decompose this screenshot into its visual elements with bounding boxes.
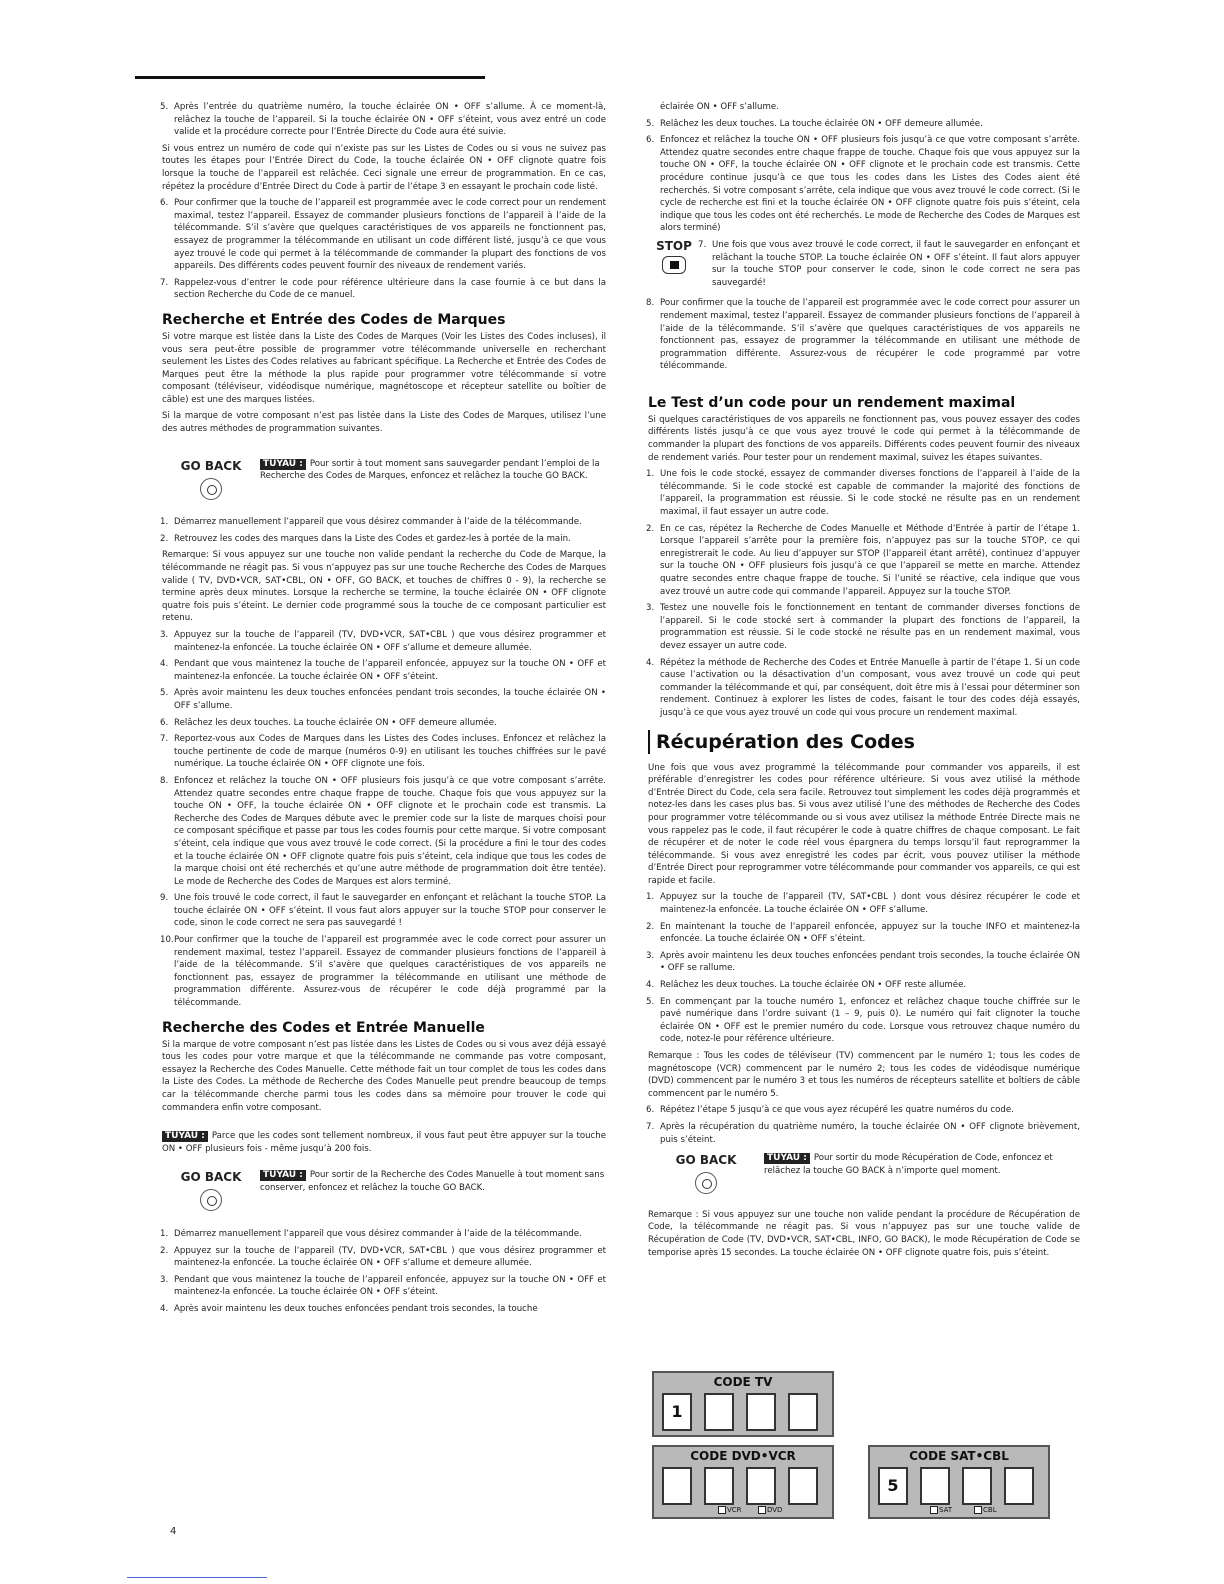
list-item: 3. Pendant que vous maintenez la touche de l’appareil enfoncée, appuyez sur la touche ON • OFF et maintenez-la enfoncée. La touche éclairée ON • OFF s’éteint. (160, 1274, 606, 1298)
list-item: 1. Démarrez manuellement l’appareil que vous désirez commander à l’aide de la télécommande. (160, 517, 582, 528)
list-item: 2. En maintenant la touche de l’appareil enfoncée, appuyez sur la touche INFO et maintenez-la enfoncée. La touche éclairée ON • OFF s’éteint. (646, 921, 1080, 945)
code-digit-field (788, 1467, 818, 1505)
list-item: 2. Retrouvez les codes des marques dans la Liste des Codes et gardez-les à portée de la main. (160, 533, 571, 544)
paragraph: Si la marque de votre composant n’est pas listée dans les Listes de Codes ou si vous avez déjà essayé tous les codes pour votre marque et que la télécommande ne commande pas votre composant, essayez la Recherche des Codes Manuelle. Cette méthode fait un tour complet de tous les codes dans la Liste des Codes. La méthode de Recherche des Codes Manuelle peut prendre beaucoup de temps car la télécommande cherche parmi tous les codes dans sa mémoire pour trouver le code qui commandera enfin votre composant. (162, 1039, 606, 1113)
go-back-button-illustration: GO BACK (162, 458, 260, 505)
list-item: 3. Testez une nouvelle fois le fonctionnement en tentant de commander diverses fonctions de l’appareil. Si le code stocké sert à commander la plupart des fonctions de l’appareil, la programmation est réussie. Si le code stocké ne résulte pas en un rendement maximal, vous devez essayer un autre code. (646, 603, 1080, 651)
top-rule (135, 76, 485, 79)
code-digit-field (662, 1467, 692, 1505)
list-item: 1. Démarrez manuellement l’appareil que vous désirez commander à l’aide de la télécommande. (160, 1228, 582, 1239)
section-heading: Recherche et Entrée des Codes de Marques (162, 311, 506, 328)
tip-badge: TUYAU : (260, 459, 306, 470)
list-item: 4. Après avoir maintenu les deux touches enfoncées pendant trois secondes, la touche (160, 1303, 538, 1314)
paragraph: Si la marque de votre composant n’est pas listée dans la Liste des Codes de Marques, utilisez l’une des autres méthodes de programmation suivantes. (162, 411, 606, 435)
go-back-icon (695, 1172, 717, 1194)
paragraph: éclairée ON • OFF s’allume. (660, 102, 779, 112)
code-digit-field (788, 1393, 818, 1431)
section-title: Récupération des Codes (648, 730, 1080, 754)
code-tv-box: CODE TV 1 (652, 1371, 834, 1437)
code-digit-field (746, 1467, 776, 1505)
code-digit-field: 5 (878, 1467, 908, 1505)
list-item-text: Après l’entrée du quatrième numéro, la touche éclairée ON • OFF s’allume. À ce moment-là, relâchez la touche de l’appareil. Si la touche éclairée ON • OFF s’éteint, vous avez entré un code valide et la procédure correcte pour l’Entrée Directe du Code aura été suivie. (174, 102, 606, 138)
code-digit-field: 1 (662, 1393, 692, 1431)
list-item: 10. Pour confirmer que la touche de l’appareil est programmée avec le code correct pour assurer un rendement maximal, testez l’appareil. Essayez de commander plusieurs fonctions de l’appareil à l’aide de la télécommande. S’il s’avère que quelques caractéristiques de vos appareils ne fonctionnent pas, essayez de programmer la télécommande en utilisant une méthode de programmation différente. Assurez-vous de récupérer le code déjà programmé par la télécommande. (160, 935, 606, 1009)
tip-badge: TUYAU : (260, 1170, 306, 1181)
tip-box (648, 1152, 1080, 1199)
code-digit-field (920, 1467, 950, 1505)
stop-icon (662, 256, 686, 274)
footer-rule (127, 1577, 267, 1578)
list-item: 2. En ce cas, répétez la Recherche de Codes Manuelle et Méthode d’Entrée à partir de l’étape 1. Lorsque l’appareil s’arrête pour la première fois, n’appuyez pas sur la touche STOP, ce qui enregistrerait le code. Au lieu d’appuyer sur STOP (l’appareil étant arrêté), continuez d’appuyer sur la touche ON • OFF plusieurs fois jusqu’à ce que l’appareil se mette en marche. Attendez quatre secondes entre chaque frappe de touche. Si l’unité se réactive, cela indique que vous avez trouvé un autre code qui commande l’appareil. Appuyez sur la touche STOP. (646, 523, 1080, 597)
list-item: 5. Après l’entrée du quatrième numéro, la touche éclairée ON • OFF s’allume. À ce moment-là, relâchez la touche de l’appareil. Si la touche éclairée ON • OFF s’éteint, vous avez entré un code valide et la procédure correcte pour l’Entrée Directe du Code aura été suivie. (160, 102, 606, 138)
code-digit-field (1004, 1467, 1034, 1505)
list-item: 6. Pour confirmer que la touche de l’appareil est programmée avec le code correct pour un rendement maximal, testez l’appareil. Essayez de commander plusieurs fonctions de l’appareil à l’aide de la télécommande. S’il s’avère que quelques caractéristiques de vos appareils ne fonctionnent pas, essayez de programmer la télécommande en utilisant un code différent listé, jusqu’à ce que vous ayez trouvé le code qui permet à la télécommande de commander la plupart des fonctions de vos appareils. Des différents codes peuvent fournir des niveaux de rendement variés. (160, 198, 606, 272)
tip-text: TUYAU : Pour sortir à tout moment sans sauvegarder pendant l’emploi de la Recherche des Codes de Marques, enfoncez et relâchez la touche GO BACK. (260, 458, 600, 482)
paragraph: Si vous entrez un numéro de code qui n’existe pas sur les Listes de Codes ou si vous ne suivez pas toutes les étapes pour l’Entrée Direct du Code, la touche éclairée ON • OFF clignote quatre fois lorsque la touche de l’appareil est relâchée. Ceci signale une erreur de programmation. En ce cas, répétez la procédure d’Entrée Direct du Code à partir de l’étape 3 en essayant le prochain code listé. (162, 143, 606, 192)
section-heading: Recherche des Codes et Entrée Manuelle (162, 1019, 485, 1036)
list-item: 7. Rappelez-vous d’entrer le code pour référence ultérieure dans la case fournie à ce but dans la section Recherche du Code de ce manuel. (160, 277, 606, 301)
list-item: 3. Appuyez sur la touche de l’appareil (TV, DVD•VCR, SAT•CBL ) que vous désirez programmer et maintenez-la enfoncée. La touche éclairée ON • OFF s’allume et demeure allumée. (160, 630, 606, 653)
stop-button-illustration: STOP (648, 239, 700, 293)
go-back-button-illustration: GO BACK (162, 1169, 260, 1216)
go-back-icon (200, 478, 222, 500)
list-item: 7. Reportez-vous aux Codes de Marques dans les Listes des Codes incluses. Enfoncez et relâchez la touche pertinente de code de marque (numéros 0-9) en utilisant les touches chiffrées sur le pavé numérique. La touche éclairée ON • OFF clignote une fois. (160, 734, 606, 770)
tip-text: TUYAU : Pour sortir de la Recherche des Codes Manuelle à tout moment sans conserver, enfoncez et relâchez la touche GO BACK. (260, 1170, 605, 1193)
remark: Remarque : Tous les codes de téléviseur (TV) commencent par le numéro 1; tous les codes de magnétoscope (VCR) commencent par le numéro 2; tous les codes de vidéodisque numérique (DVD) commencent par le numéro 3 et tous les numéros de récepteurs satellite et boîtiers de câble commencent par le numéro 5. (648, 1051, 1080, 1099)
paragraph: Une fois que vous avez programmé la télécommande pour commander vos appareils, il est préférable d’enregistrer les codes pour référence ultérieure. Si vous avez utilisé la méthode d’Entrée Direct du Code, cela sera facile. Retrouvez tout simplement les codes déjà programmés et notez-les dans les cases plus bas. Si vous avez utilisé l’une des méthodes de Recherche des Codes pour programmer votre télécommande ou si vous avez utilisez la méthode Entrée Directe mais ne vous rappelez pas le code, il faut récupérer le code à quatre chiffres de chaque composant. Le fait de récupérer et de noter le code réel vous épargnera du temps lorsqu’il faut reprogrammer la télécommande. Si vous avez enregistré les codes par écrit, vous pouvez utiliser la méthode d’Entrée Direct pour reprogrammer votre télécommande pour commander vos appareils, ce qui est rapide et facile. (648, 762, 1080, 886)
code-digit-field (704, 1393, 734, 1431)
paragraph: Si votre marque est listée dans la Liste des Codes de Marques (Voir les Listes des Codes incluses), il vous sera peut-être possible de programmer votre télécommande universelle en recherchant seulement les Listes des Codes relatives au fabricant spécifique. La Recherche et Entrée des Codes de Marques peut être la méthode la plus rapide pour programmer votre télécommande si votre composant (téléviseur, vidéodisque numérique, magnétoscope et récepteur satellite ou boîtier de câble) est une des marques listées. (162, 331, 606, 405)
page-number: 4 (170, 1526, 177, 1537)
dvd-checkbox: DVD (758, 1506, 782, 1515)
code-dvd-vcr-box: CODE DVD•VCR VCR DVD (652, 1445, 834, 1519)
list-item: 9. Une fois trouvé le code correct, il faut le sauvegarder en enfonçant et relâchant la touche STOP. La touche éclairée ON • OFF s’éteint. Il vous faut alors appuyer sur la touche STOP pour conserver le code, sinon le code correct ne sera pas sauvegardé ! (160, 893, 606, 929)
list-item: 7. Une fois que vous avez trouvé le code correct, il faut le sauvegarder en enfonçant et relâchant la touche STOP. La touche éclairée ON • OFF s’éteint. Il faut alors appuyer sur la touche STOP pour conserver le code, sinon le code correct ne sera pas sauvegardé! (698, 239, 1080, 288)
list-item: 4. Répétez la méthode de Recherche des Codes et Entrée Manuelle à partir de l’étape 1. Si un code cause l’activation ou la désactivation d’un composant, vous avez trouvé un code qui peut commander la télécommande et qui, par conséquent, doit être mis à l’essai pour déterminer son rendement. Continuez à explorer les listes de codes, faisant le tour des codes déjà essayés, jusqu’à ce que vous ayez trouvé un code qui vous procure un rendement maximal. (646, 657, 1080, 718)
tip-box (162, 1169, 606, 1216)
list-item: 1. Une fois le code stocké, essayez de commander diverses fonctions de l’appareil à l’aide de la télécommande. Si le code stocké est capable de commander la majorité des fonctions de l’appareil, la programmation est réussie. Si le code stocké ne résulte pas en un rendement maximal, il faut essayer un autre code. (646, 469, 1080, 518)
go-back-icon (200, 1189, 222, 1211)
list-item: 8. Enfoncez et relâchez la touche ON • OFF plusieurs fois jusqu’à ce que votre composant s’arrête. Attendez quatre secondes entre chaque frappe de touche. Chaque fois que vous appuyez sur la touche ON • OFF, la touche éclairée ON • OFF clignote et le prochain code est transmis. La Recherche des Codes de Marques débute avec le premier code sur la liste de marques choisi pour ce composant spécifique et passe par tous les codes fournis pour cette marque. Si votre composant s’éteint, cela indique que vous avez trouvé le code correct. (Si la procédure a fini le tour des codes et la touche éclairée ON • OFF clignote quatre fois puis s’éteint, cela indique que tous les codes de la marque choisi ont été recherchés et qu’une autre méthode de programmation doit être tentée). Le mode de Recherche des Codes de Marques est alors terminé. (160, 775, 606, 887)
vcr-checkbox: VCR (718, 1506, 742, 1515)
tip-badge: TUYAU : (162, 1131, 208, 1142)
list-item-text: Pour confirmer que la touche de l’appareil est programmée avec le code correct pour un rendement maximal, testez l’appareil. Essayez de commander plusieurs fonctions de l’appareil à l’aide de la télécommande. S’il s’avère que quelques caractéristiques de vos appareils ne fonctionnent pas, essayez de programmer la télécommande en utilisant un code différent listé, jusqu’à ce que vous ayez trouvé le code qui permet à la télécommande de commander la plupart des fonctions de vos appareils. Des différents codes peuvent fournir des niveaux de rendement variés. (174, 198, 606, 272)
code-digit-field (704, 1467, 734, 1505)
list-item-text: Rappelez-vous d’entrer le code pour référence ultérieure dans la case fournie à ce but dans la section Recherche du Code de ce manuel. (174, 277, 606, 301)
list-item: 5. Relâchez les deux touches. La touche éclairée ON • OFF demeure allumée. (646, 118, 983, 129)
tip-text: TUYAU : Parce que les codes sont tellement nombreux, il vous faut peut être appuyer sur la touche ON • OFF plusieurs fois - même jusqu’à 200 fois. (162, 1131, 606, 1154)
list-item: 6. Relâchez les deux touches. La touche éclairée ON • OFF demeure allumée. (160, 717, 497, 728)
code-digit-field (746, 1393, 776, 1431)
cbl-checkbox: CBL (974, 1506, 997, 1515)
code-digit-field (962, 1467, 992, 1505)
sat-checkbox: SAT (930, 1506, 952, 1515)
paragraph: Si quelques caractéristiques de vos appareils ne fonctionnent pas, vous pouvez essayer des codes différents listés jusqu’à ce que vous ayez trouvé le code qui permet à la télécommande de commander la plupart des fonctions de vos appareils. Différents codes peuvent fournir des niveaux de rendement variés. Pour tester pour un rendement maximal, suivez les étapes suivantes. (648, 414, 1080, 463)
go-back-button-illustration: GO BACK (648, 1152, 764, 1199)
tip-box (162, 458, 606, 505)
section-heading: Le Test d’un code pour un rendement maximal (648, 394, 1016, 411)
remark: Remarque: Si vous appuyez sur une touche non valide pendant la recherche du Code de Marque, la télécommande ne réagit pas. Si vous n’appuyez pas sur une touche Recherche des Codes de Marques valide ( TV, DVD•VCR, SAT•CBL, ON • OFF, GO BACK, et touches de chiffres 0 - 9), la recherche se termine après deux minutes. Lorsque la recherche se termine, la touche éclairée ON • OFF clignote quatre fois puis s’éteint. Le dernier code programmé sous la touche de ce composant particulier est retenu. (162, 550, 606, 624)
tip-badge: TUYAU : (764, 1153, 810, 1164)
left-column (162, 101, 606, 1320)
list-item: 2. Appuyez sur la touche de l’appareil (TV, DVD•VCR, SAT•CBL ) que vous désirez programmer et maintenez-la enfoncée. La touche éclairée ON • OFF s’allume et demeure allumée. (160, 1245, 606, 1269)
list-item: 6. Enfoncez et relâchez la touche ON • OFF plusieurs fois jusqu’à ce que votre composant s’arrête. Attendez quatre secondes entre chaque frappe de touche. Chaque fois que vous appuyez sur la touche ON • OFF, la touche éclairée ON • OFF clignote et le prochain code est transmis. Cette procédure continue jusqu’à ce que tous les codes dans les Listes des Codes aient été recherchés. Si votre composant s’arrête, cela indique que vous avez trouvé le code correct. (Si le cycle de recherche est fini et la touche éclairée ON • OFF clignote quatre fois puis s’éteint, cela indique que tous les codes ont été recherchés. Le mode de Recherche des Codes de Marques est alors terminé) (646, 135, 1080, 234)
list-item: 5. Après avoir maintenu les deux touches enfoncées pendant trois secondes, la touche éclairée ON • OFF s’allume. (160, 688, 606, 711)
list-item: 7. Après la récupération du quatrième numéro, la touche éclairée ON • OFF clignote brièvement, puis s’éteint. (646, 1121, 1080, 1145)
stop-step (648, 239, 1080, 293)
list-item: 4. Pendant que vous maintenez la touche de l’appareil enfoncée, appuyez sur la touche ON • OFF et maintenez-la enfoncée. La touche éclairée ON • OFF s’éteint. (160, 659, 606, 682)
remark: Remarque : Si vous appuyez sur une touche non valide pendant la procédure de Récupération de Code, la télécommande ne réagit pas. Si vous n’appuyez pas sur une touche valide de Récupération de Code (TV, DVD•VCR, SAT•CBL, INFO, GO BACK), le mode Récupération de Code se temporise après 15 secondes. La touche éclairée ON • OFF clignote quatre fois, puis s’éteint. (648, 1209, 1080, 1258)
list-item: 5. En commençant par la touche numéro 1, enfoncez et relâchez chaque touche chiffrée sur le pavé numérique dans l’ordre suivant (1 – 9, puis 0). Le numéro qui fait clignoter la touche éclairée ON • OFF est le premier numéro du code. Lorsque vous retrouvez chaque numéro du code, notez-le pour référence ultérieure. (646, 996, 1080, 1045)
code-sat-cbl-box: CODE SAT•CBL 5 SAT CBL (868, 1445, 1050, 1519)
list-item: 1. Appuyez sur la touche de l’appareil (TV, SAT•CBL ) dont vous désirez récupérer le code et maintenez-la enfoncée. La touche éclairée ON • OFF s’allume. (646, 892, 1080, 916)
tip-text: TUYAU : Pour sortir du mode Récupération de Code, enfoncez et relâchez la touche GO BACK à n’importe quel moment. (764, 1153, 1053, 1176)
right-column (648, 101, 1080, 1263)
list-item: 3. Après avoir maintenu les deux touches enfoncées pendant trois secondes, la touche éclairée ON • OFF se rallume. (646, 950, 1080, 974)
list-item: 8. Pour confirmer que la touche de l’appareil est programmée avec le code correct pour assurer un rendement maximal, testez l’appareil. Essayez de commander plusieurs fonctions de l’appareil à l’aide de la télécommande. S’il s’avère que quelques caractéristiques de vos appareils ne fonctionnent pas, essayez de programmer la télécommande en utilisant une méthode de programmation différente. Assurez-vous de récupérer le code programmé par votre télécommande. (646, 298, 1080, 372)
list-item: 6. Répétez l’étape 5 jusqu’à ce que vous ayez récupéré les quatre numéros du code. (646, 1105, 1014, 1116)
list-item: 4. Relâchez les deux touches. La touche éclairée ON • OFF reste allumée. (646, 980, 967, 991)
